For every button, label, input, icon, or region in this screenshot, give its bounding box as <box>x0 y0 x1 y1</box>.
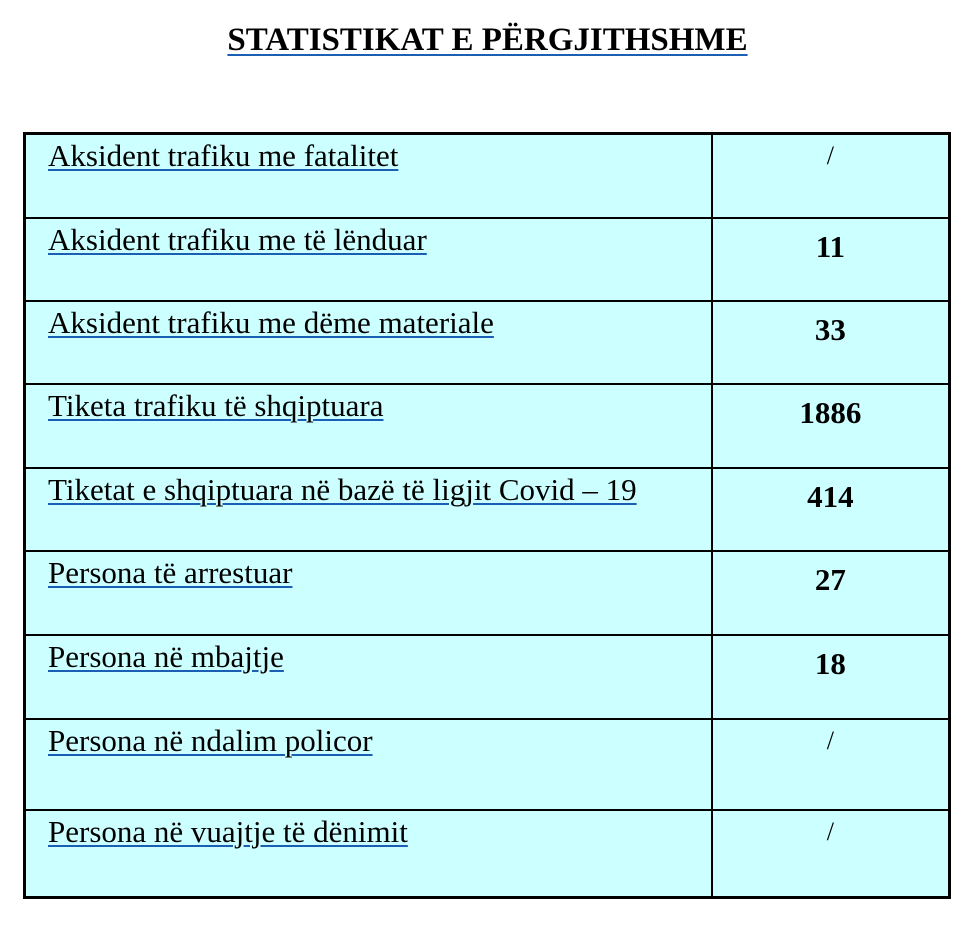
table-row <box>25 134 950 218</box>
row-label[interactable]: Persona në ndalim policor <box>25 719 712 810</box>
table-row <box>25 635 950 719</box>
row-label[interactable]: Aksident trafiku me të lënduar <box>25 218 712 301</box>
page-title: STATISTIKAT E PËRGJITHSHME <box>227 22 748 58</box>
row-label[interactable]: Tiketa trafiku të shqiptuara <box>25 384 712 468</box>
table-row <box>25 384 950 468</box>
row-label[interactable]: Persona të arrestuar <box>25 551 712 635</box>
row-value: / <box>712 810 950 898</box>
row-label[interactable]: Aksident trafiku me dëme materiale <box>25 301 712 384</box>
row-value: 18 <box>712 635 950 719</box>
row-value: 414 <box>712 468 950 551</box>
table-row <box>25 810 950 898</box>
statistics-table <box>23 132 951 899</box>
row-value: 1886 <box>712 384 950 468</box>
table-row <box>25 719 950 810</box>
table-row <box>25 551 950 635</box>
row-value: 27 <box>712 551 950 635</box>
row-label[interactable]: Tiketat e shqiptuara në bazë të ligjit Covid – 19 <box>25 468 712 551</box>
row-label[interactable]: Persona në vuajtje të dënimit <box>25 810 712 898</box>
table-row <box>25 218 950 301</box>
row-value: 11 <box>712 218 950 301</box>
table-row <box>25 301 950 384</box>
row-value: / <box>712 134 950 218</box>
row-label[interactable]: Aksident trafiku me fatalitet <box>25 134 712 218</box>
row-value: / <box>712 719 950 810</box>
table-row <box>25 468 950 551</box>
row-label[interactable]: Persona në mbajtje <box>25 635 712 719</box>
row-value: 33 <box>712 301 950 384</box>
